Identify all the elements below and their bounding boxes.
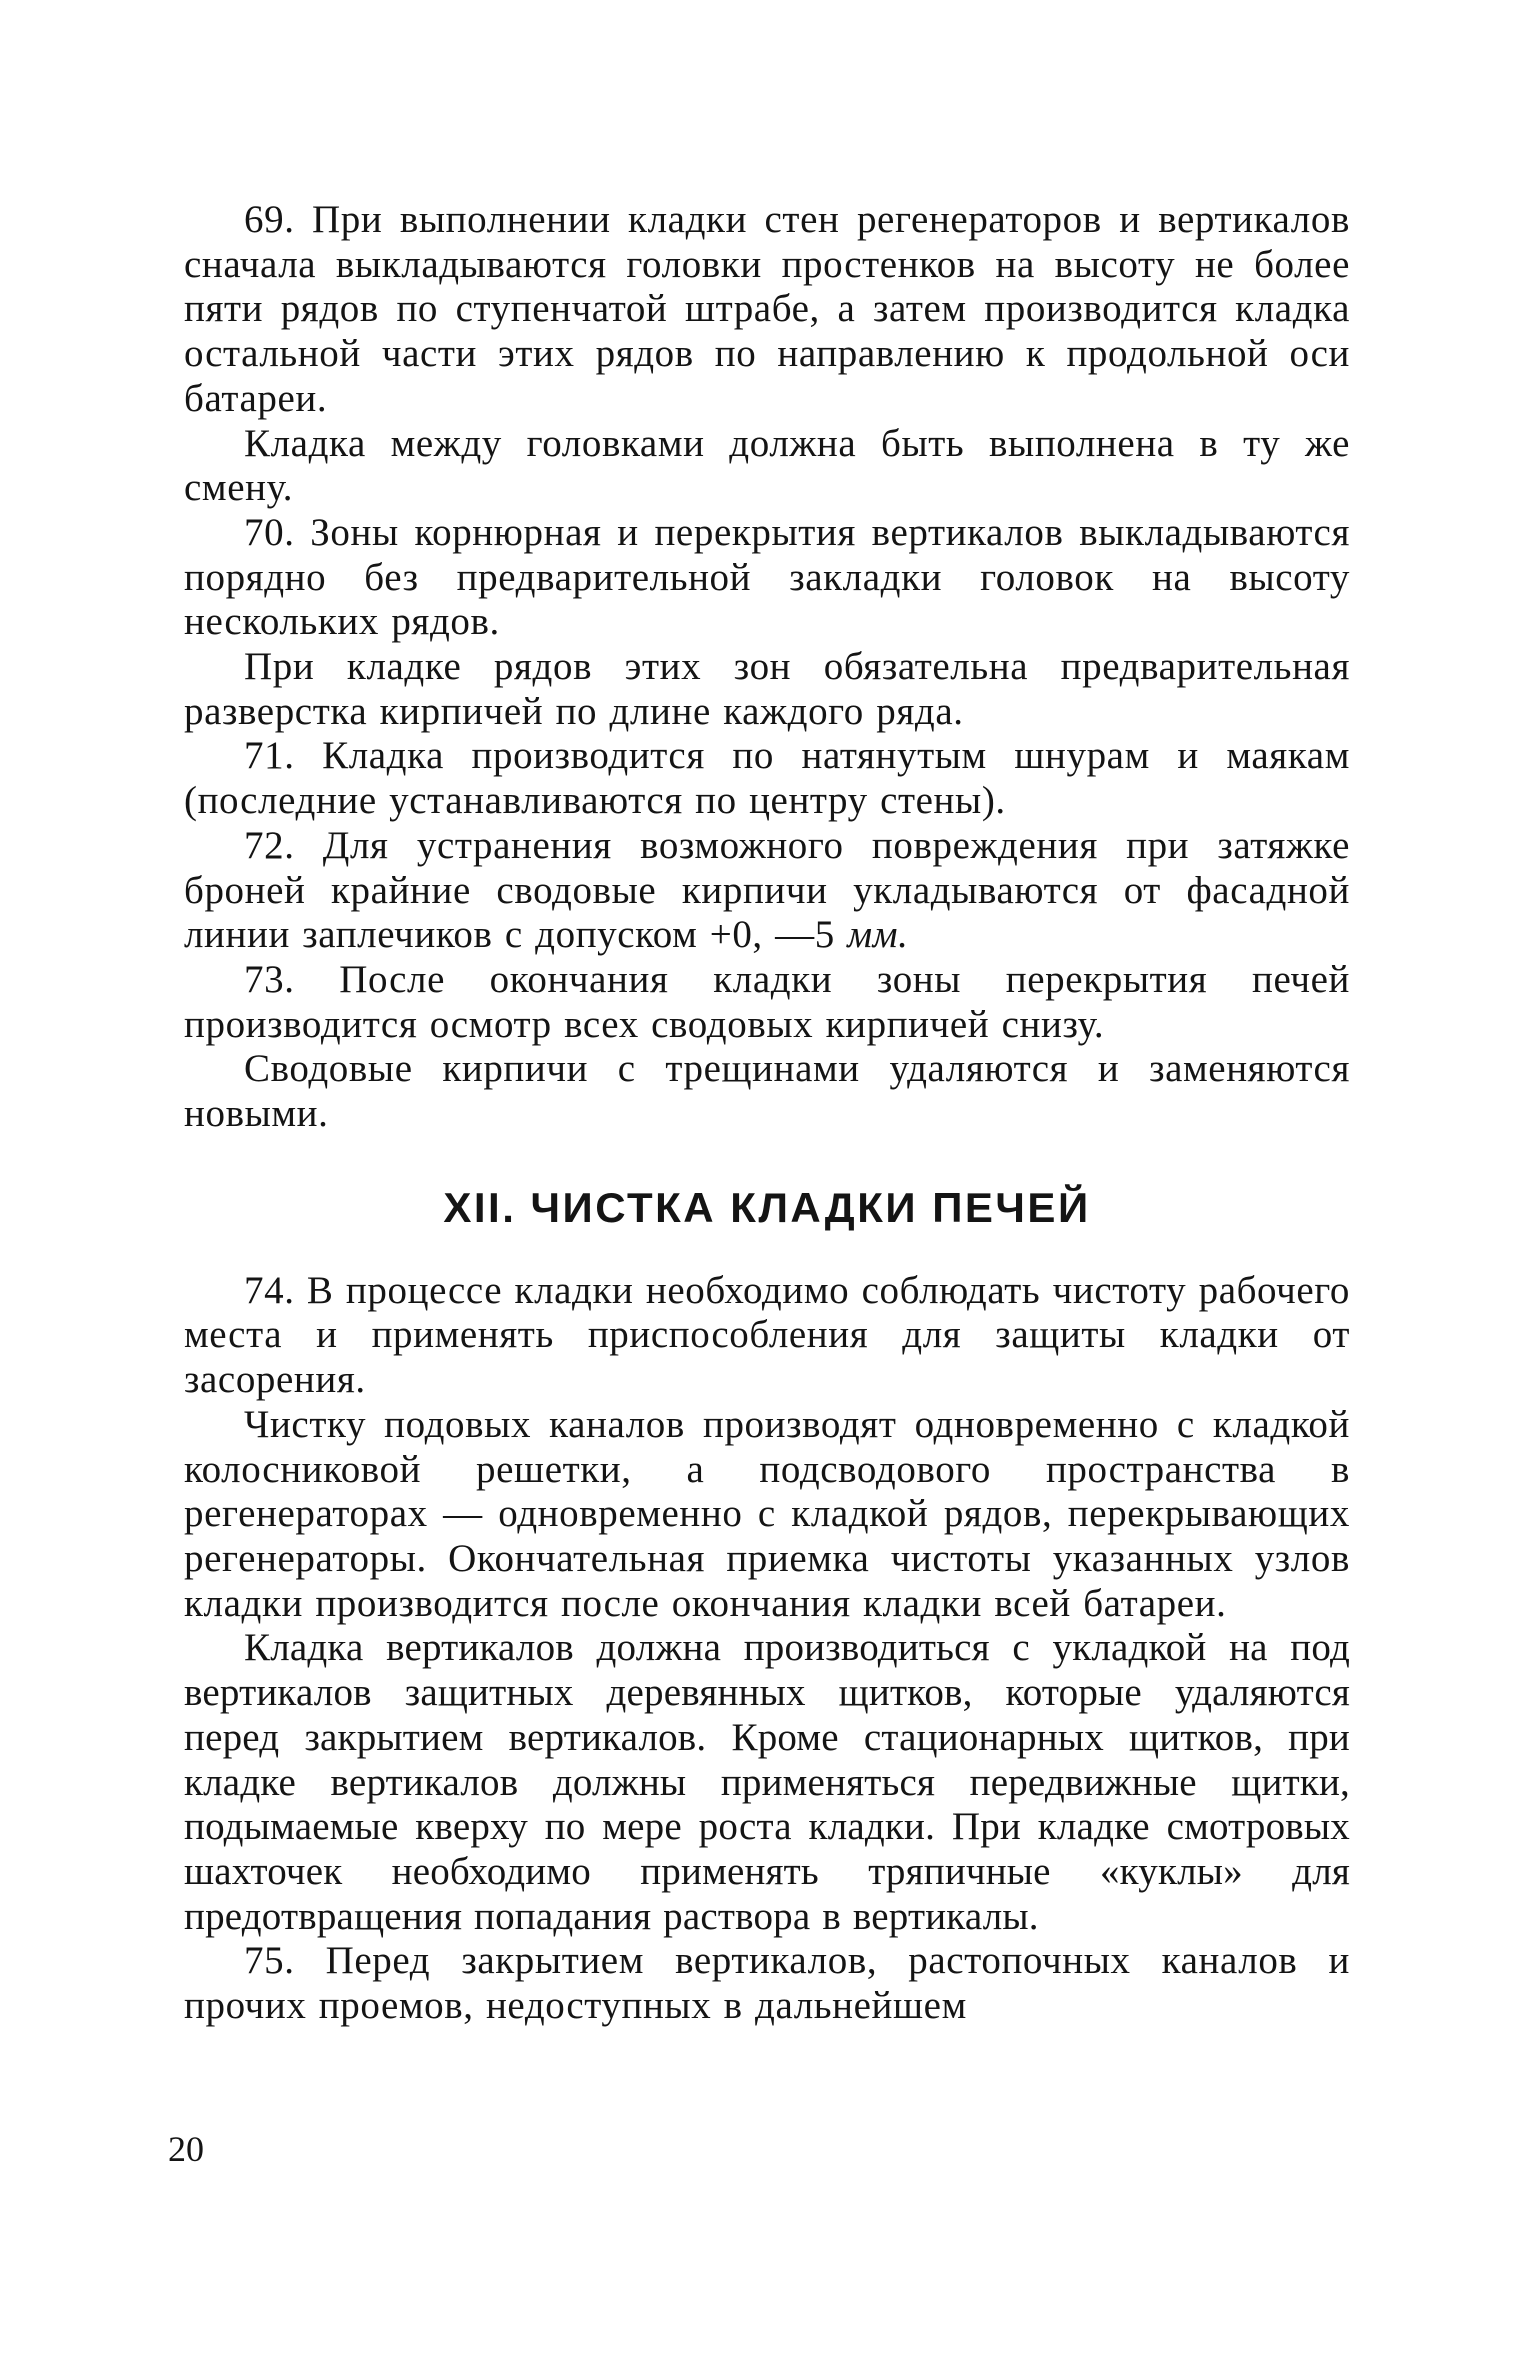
paragraph-71: 71. Кладка производится по натянутым шнурам и маякам (последние устанавливаются по центру стены). [184,734,1350,823]
page-body [184,198,1350,2029]
paragraph-74: 74. В процессе кладки необходимо соблюдать чистоту рабочего места и применять приспособления для защиты кладки от засорения. [184,1268,1350,1402]
paragraph-70-continued: При кладке рядов этих зон обязательна предварительная разверстка кирпичей по длине каждого ряда. [184,645,1350,733]
paragraph-70: 70. Зоны корнюрная и перекрытия вертикалов выкладываются порядно без предварительной закладки головок на высоту нескольких рядов. [184,510,1350,644]
paragraph-74-shields: Кладка вертикалов должна производиться с укладкой на под вертикалов защитных деревянных щитков, которые удаляются перед закрытием вертикалов. Кроме стационарных щитков, при кладке вертикалов должны применяться передвижные щитки, подымаемые кверху по мере роста кладки. При кладке смотровых шахточек необходимо применять тряпичные «куклы» для предотвращения попадания раствора в вертикалы. [184,1626,1350,1938]
section-heading: XII. ЧИСТКА КЛАДКИ ПЕЧЕЙ [443,1183,1091,1231]
paragraph-69: 69. При выполнении кладки стен регенераторов и вертикалов сначала выкладываются головки простенков на высоту не более пяти рядов по ступенчатой штрабе, а затем производится кладка остальной части этих рядов по направлению к продольной оси батареи. [184,198,1350,420]
paragraph-72 [184,824,1350,958]
paragraph-74-cleaning: Чистку подовых каналов производят одновременно с кладкой колосниковой решетки, а подсводового пространства в регенераторах — одновременно с кладкой рядов, перекрывающих регенераторы. Окончательная приемка чистоты указанных узлов кладки производится после окончания кладки всей батареи. [184,1402,1350,1625]
unit-mm: мм. [847,913,909,957]
page-number: 20 [168,2129,204,2169]
paragraph-69-continued: Кладка между головками должна быть выполнена в ту же смену. [184,421,1350,510]
paragraph-72-text: 72. Для устранения возможного повреждения при затяжке броней крайние сводовые кирпичи укладываются от фасадной линии заплечиков с допуском +0, —5 [184,823,1350,957]
paragraph-75: 75. Перед закрытием вертикалов, растопочных каналов и прочих проемов, недоступных в дальнейшем [184,1939,1350,2028]
paragraph-73-continued: Сводовые кирпичи с трещинами удаляются и заменяются новыми. [184,1047,1350,1136]
paragraph-73: 73. После окончания кладки зоны перекрытия печей производится осмотр всех сводовых кирпичей снизу. [184,957,1350,1046]
